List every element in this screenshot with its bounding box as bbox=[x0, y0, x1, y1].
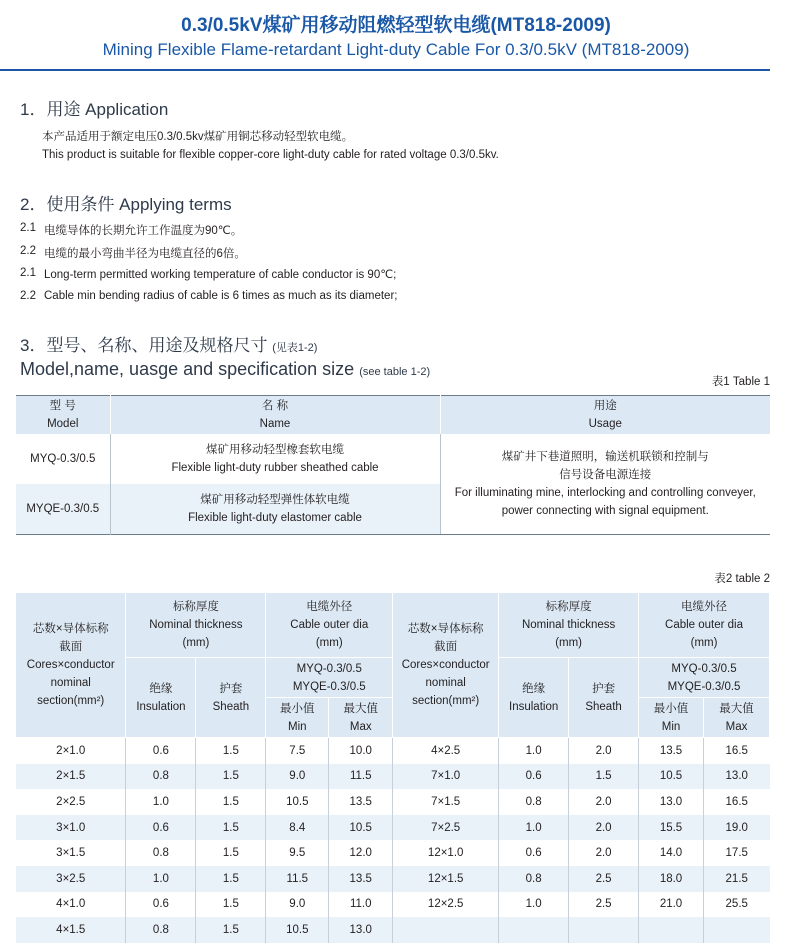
table2-cell: 17.5 bbox=[703, 840, 769, 866]
table2-cell: 10.5 bbox=[266, 789, 329, 815]
table2-cell: 11.0 bbox=[329, 892, 393, 918]
table2-cell: 18.0 bbox=[639, 866, 704, 892]
term-num: 2.1 bbox=[20, 222, 36, 234]
table2-header-min: 最小值 Min bbox=[639, 698, 704, 738]
table2-cell bbox=[499, 917, 569, 943]
table2-cell: 2×1.5 bbox=[16, 764, 126, 790]
table1-caption: 表1 Table 1 bbox=[711, 376, 770, 388]
table2-cell: 2×1.0 bbox=[16, 738, 126, 764]
section2-heading: 2．使用条件 Applying terms bbox=[20, 195, 232, 214]
table2-cell: 1.5 bbox=[569, 764, 639, 790]
table2-cell: 13.0 bbox=[639, 789, 704, 815]
table2-cell: 0.6 bbox=[126, 815, 196, 841]
table2-cell: 12×1.0 bbox=[393, 840, 499, 866]
table2-cell: 7×1.0 bbox=[393, 764, 499, 790]
table2-cell: 11.5 bbox=[329, 764, 393, 790]
table2-header-insulation: 绝缘 Insulation bbox=[126, 658, 196, 738]
table2-header-thickness: 标称厚度 Nominal thickness (mm) bbox=[126, 593, 266, 658]
section3-heading-cn-note: (见表1-2) bbox=[272, 342, 318, 354]
table2-cell: 4×1.0 bbox=[16, 892, 126, 918]
table1-model: MYQ-0.3/0.5 bbox=[16, 434, 110, 484]
table2-cell: 13.5 bbox=[639, 738, 704, 764]
table2-cell: 1.5 bbox=[196, 840, 266, 866]
table2-cell: 2×2.5 bbox=[16, 789, 126, 815]
term-num: 2.2 bbox=[20, 245, 36, 257]
table2-header-sheath: 护套 Sheath bbox=[196, 658, 266, 738]
table2-cell: 3×1.5 bbox=[16, 840, 126, 866]
table2-header-min: 最小值 Min bbox=[266, 698, 329, 738]
section3-heading-en-text: Model,name, uasge and specification size bbox=[20, 359, 355, 379]
table2-cell: 0.8 bbox=[499, 866, 569, 892]
table2-header-cores: 芯数×导体标称 截面 Cores×conductor nominal section(mm²) bbox=[16, 593, 126, 738]
table2-cell: 16.5 bbox=[703, 789, 769, 815]
table2-cell: 1.5 bbox=[196, 892, 266, 918]
table2-header-insulation: 绝缘 Insulation bbox=[499, 658, 569, 738]
table2-cell: 10.0 bbox=[329, 738, 393, 764]
table2-cell: 9.0 bbox=[266, 892, 329, 918]
table2-header-thickness: 标称厚度 Nominal thickness (mm) bbox=[499, 593, 639, 658]
section1-en: This product is suitable for flexible copper-core light-duty cable for rated voltage 0.3/0.5kv. bbox=[42, 149, 499, 161]
table2-cell: 1.0 bbox=[126, 866, 196, 892]
table2-cell: 2.0 bbox=[569, 840, 639, 866]
table2-header-models: MYQ-0.3/0.5 MYQE-0.3/0.5 bbox=[266, 658, 393, 698]
title-cn: 0.3/0.5kV煤矿用移动阻燃轻型软电缆(MT818-2009) bbox=[181, 15, 611, 36]
table2-cell: 1.0 bbox=[499, 892, 569, 918]
table2-header-diameter: 电缆外径 Cable outer dia (mm) bbox=[266, 593, 393, 658]
table2-cell: 0.8 bbox=[499, 789, 569, 815]
table2-cell bbox=[639, 917, 704, 943]
table2-cell: 4×2.5 bbox=[393, 738, 499, 764]
table2-cell: 4×1.5 bbox=[16, 917, 126, 943]
table2-cell: 19.0 bbox=[703, 815, 769, 841]
table2-header-row bbox=[16, 593, 770, 658]
table2-cell: 7×2.5 bbox=[393, 815, 499, 841]
table2-cell: 16.5 bbox=[703, 738, 769, 764]
term-text: Cable min bending radius of cable is 6 times as much as its diameter; bbox=[44, 290, 398, 302]
table2-cell: 1.5 bbox=[196, 789, 266, 815]
table2-cell: 0.6 bbox=[499, 840, 569, 866]
table2-cell: 3×1.0 bbox=[16, 815, 126, 841]
table-row bbox=[16, 738, 770, 764]
table2-cell: 1.5 bbox=[196, 866, 266, 892]
table2-cell: 1.0 bbox=[126, 789, 196, 815]
section1-heading: 1．用途 Application bbox=[20, 100, 169, 119]
term-text: 电缆的最小弯曲半径为电缆直径的6倍。 bbox=[44, 248, 246, 260]
table-row bbox=[16, 840, 770, 866]
table2-cell: 7.5 bbox=[266, 738, 329, 764]
term-text: 电缆导体的长期允许工作温度为90℃。 bbox=[44, 225, 243, 237]
table2-header-max: 最大值 Max bbox=[329, 698, 393, 738]
table2-cell: 3×2.5 bbox=[16, 866, 126, 892]
table2-cell: 0.6 bbox=[126, 892, 196, 918]
table2-cell: 1.5 bbox=[196, 764, 266, 790]
term-num: 2.2 bbox=[20, 290, 36, 302]
table1 bbox=[16, 395, 770, 535]
title-en: Mining Flexible Flame-retardant Light-duty Cable For 0.3/0.5kV (MT818-2009) bbox=[102, 40, 690, 59]
table2-header-sheath: 护套 Sheath bbox=[569, 658, 639, 738]
table2-cell: 12×1.5 bbox=[393, 866, 499, 892]
table2-caption: 表2 table 2 bbox=[714, 573, 770, 585]
table2-cell: 12.0 bbox=[329, 840, 393, 866]
table1-model: MYQE-0.3/0.5 bbox=[16, 484, 110, 534]
table2-cell: 0.8 bbox=[126, 764, 196, 790]
table1-row bbox=[16, 434, 770, 484]
table1-header-model: 型 号 Model bbox=[16, 396, 110, 435]
section3-heading-en bbox=[20, 359, 430, 380]
table2-cell: 2.0 bbox=[569, 815, 639, 841]
table2-cell: 15.5 bbox=[639, 815, 704, 841]
table2-cell: 2.0 bbox=[569, 789, 639, 815]
table2-cell: 7×1.5 bbox=[393, 789, 499, 815]
table2-cell: 0.8 bbox=[126, 917, 196, 943]
table2-cell: 10.5 bbox=[639, 764, 704, 790]
table2-cell: 2.0 bbox=[569, 738, 639, 764]
table2-header-models: MYQ-0.3/0.5 MYQE-0.3/0.5 bbox=[639, 658, 770, 698]
table2-cell: 9.0 bbox=[266, 764, 329, 790]
section3-heading-cn bbox=[20, 331, 317, 356]
table-row bbox=[16, 764, 770, 790]
table2-cell: 11.5 bbox=[266, 866, 329, 892]
table-row bbox=[16, 866, 770, 892]
term-num: 2.1 bbox=[20, 267, 36, 279]
table2-cell: 1.0 bbox=[499, 738, 569, 764]
table2-cell bbox=[703, 917, 769, 943]
table2-cell: 0.8 bbox=[126, 840, 196, 866]
section3-heading-cn-text: 3．型号、名称、用途及规格尺寸 bbox=[20, 336, 268, 355]
section3-heading-en-note: (see table 1-2) bbox=[359, 366, 431, 378]
table1-usage: 煤矿井下巷道照明，输送机联锁和控制与 信号设备电源连接 For illuminating mine, interlocking and controlling conveyer, power connecting with signal equipment. bbox=[440, 434, 770, 534]
table2-cell: 13.5 bbox=[329, 866, 393, 892]
table-row bbox=[16, 789, 770, 815]
table2-cell: 13.0 bbox=[703, 764, 769, 790]
table2-cell: 2.5 bbox=[569, 892, 639, 918]
table1-header-row bbox=[16, 396, 770, 435]
table2-cell: 13.0 bbox=[329, 917, 393, 943]
table2-body bbox=[16, 738, 770, 943]
table2-header-cores: 芯数×导体标称 截面 Cores×conductor nominal section(mm²) bbox=[393, 593, 499, 738]
table2-cell bbox=[569, 917, 639, 943]
table2-cell: 1.5 bbox=[196, 815, 266, 841]
table-row bbox=[16, 892, 770, 918]
table2-cell: 21.0 bbox=[639, 892, 704, 918]
table2-cell: 13.5 bbox=[329, 789, 393, 815]
table2-cell: 10.5 bbox=[329, 815, 393, 841]
table2-cell: 14.0 bbox=[639, 840, 704, 866]
table2-cell: 8.4 bbox=[266, 815, 329, 841]
table2-cell: 1.5 bbox=[196, 917, 266, 943]
table2-cell bbox=[393, 917, 499, 943]
table1-header-name: 名 称 Name bbox=[110, 396, 440, 435]
table1-name: 煤矿用移动轻型弹性体软电缆 Flexible light-duty elastomer cable bbox=[110, 484, 440, 534]
title-divider bbox=[0, 69, 770, 71]
table1-name: 煤矿用移动轻型橡套软电缆 Flexible light-duty rubber sheathed cable bbox=[110, 434, 440, 484]
table1-header-usage: 用途 Usage bbox=[440, 396, 770, 435]
table2-cell: 2.5 bbox=[569, 866, 639, 892]
table-row bbox=[16, 917, 770, 943]
table2 bbox=[16, 592, 770, 943]
term-text: Long-term permitted working temperature of cable conductor is 90℃; bbox=[44, 269, 397, 281]
table2-cell: 0.6 bbox=[126, 738, 196, 764]
table2-cell: 21.5 bbox=[703, 866, 769, 892]
table2-header-max: 最大值 Max bbox=[703, 698, 769, 738]
table2-cell: 10.5 bbox=[266, 917, 329, 943]
table2-cell: 12×2.5 bbox=[393, 892, 499, 918]
section1-cn: 本产品适用于额定电压0.3/0.5kv煤矿用铜芯移动轻型软电缆。 bbox=[42, 131, 354, 143]
table-row bbox=[16, 815, 770, 841]
table2-cell: 25.5 bbox=[703, 892, 769, 918]
table2-cell: 1.5 bbox=[196, 738, 266, 764]
table2-cell: 0.6 bbox=[499, 764, 569, 790]
table2-cell: 9.5 bbox=[266, 840, 329, 866]
table2-cell: 1.0 bbox=[499, 815, 569, 841]
table2-header-diameter: 电缆外径 Cable outer dia (mm) bbox=[639, 593, 770, 658]
